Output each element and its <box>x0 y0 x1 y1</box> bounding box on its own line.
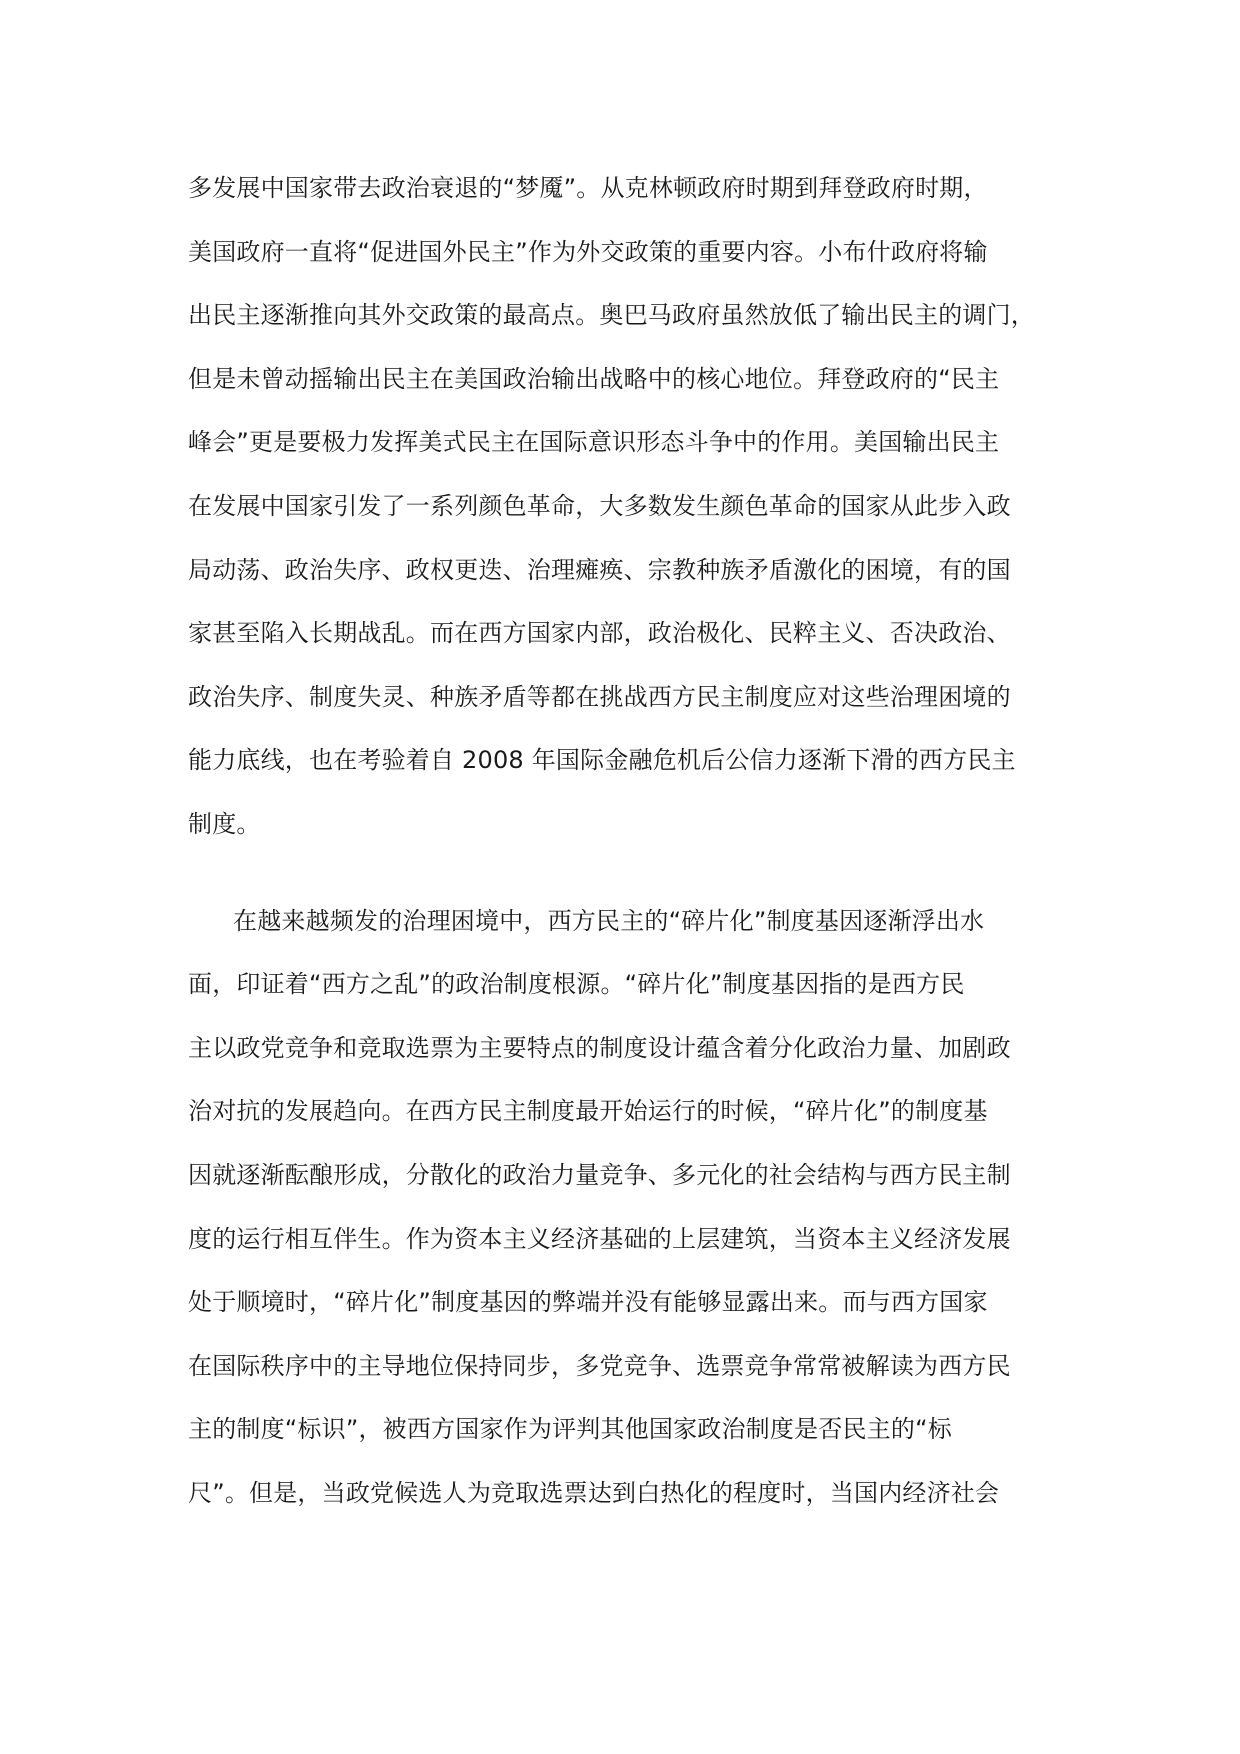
text-line: 家甚至陷入长期战乱。而在西方国家内部，政治极化、民粹主义、否决政治、 <box>188 619 1011 648</box>
text-line: 能力底线，也在考验着自 2008 年国际金融危机后公信力逐渐下滑的西方民主 <box>188 746 1016 775</box>
text-line: 处于顺境时，“碎片化”制度基因的弊端并没有能够显露出来。而与西方国家 <box>188 1288 988 1317</box>
text-line: 主的制度“标识”，被西方国家作为评判其他国家政治制度是否民主的“标 <box>188 1415 952 1444</box>
text-line: 在国际秩序中的主导地位保持同步，多党竞争、选票竞争常常被解读为西方民 <box>188 1351 1011 1380</box>
text-line: 美国政府一直将“促进国外民主”作为外交政策的重要内容。小布什政府将输 <box>188 237 988 266</box>
text-line: 在发展中国家引发了一系列颜色革命，大多数发生颜色革命的国家从此步入政 <box>188 491 1011 520</box>
text-line: 因就逐渐酝酿形成，分散化的政治力量竞争、多元化的社会结构与西方民主制 <box>188 1160 1011 1189</box>
text-line: 治对抗的发展趋向。在西方民主制度最开始运行的时候，“碎片化”的制度基 <box>188 1097 988 1126</box>
text-line: 度的运行相互伴生。作为资本主义经济基础的上层建筑，当资本主义经济发展 <box>188 1224 1011 1253</box>
text-line: 政治失序、制度失灵、种族矛盾等都在挑战西方民主制度应对这些治理困境的 <box>188 682 1011 711</box>
text-line: 制度。 <box>188 809 261 838</box>
text-line: 面，印证着“西方之乱”的政治制度根源。“碎片化”制度基因指的是西方民 <box>188 970 965 999</box>
text-line: 出民主逐渐推向其外交政策的最高点。奥巴马政府虽然放低了输出民主的调门， <box>188 301 1035 330</box>
paragraph-spacer <box>188 870 1068 903</box>
text-line: 主以政党竞争和竞取选票为主要特点的制度设计蕴含着分化政治力量、加剧政 <box>188 1033 1011 1062</box>
text-line: 局动荡、政治失序、政权更迭、治理瘫痪、宗教种族矛盾激化的困境，有的国 <box>188 555 1011 584</box>
document-body <box>188 170 1068 1538</box>
paragraph-2 <box>188 903 1068 1539</box>
text-line: 峰会”更是要极力发挥美式民主在国际意识形态斗争中的作用。美国输出民主 <box>188 428 1000 457</box>
text-line: 尺”。但是，当政党候选人为竞取选票达到白热化的程度时，当国内经济社会 <box>188 1478 1000 1507</box>
text-line: 多发展中国家带去政治衰退的“梦魇”。从克林顿政府时期到拜登政府时期， <box>188 174 988 202</box>
paragraph-1 <box>188 170 1068 870</box>
text-line-indented: 在越来越频发的治理困境中，西方民主的“碎片化”制度基因逐渐浮出水 <box>233 906 985 935</box>
text-line: 但是未曾动摇输出民主在美国政治输出战略中的核心地位。拜登政府的“民主 <box>188 364 1000 393</box>
